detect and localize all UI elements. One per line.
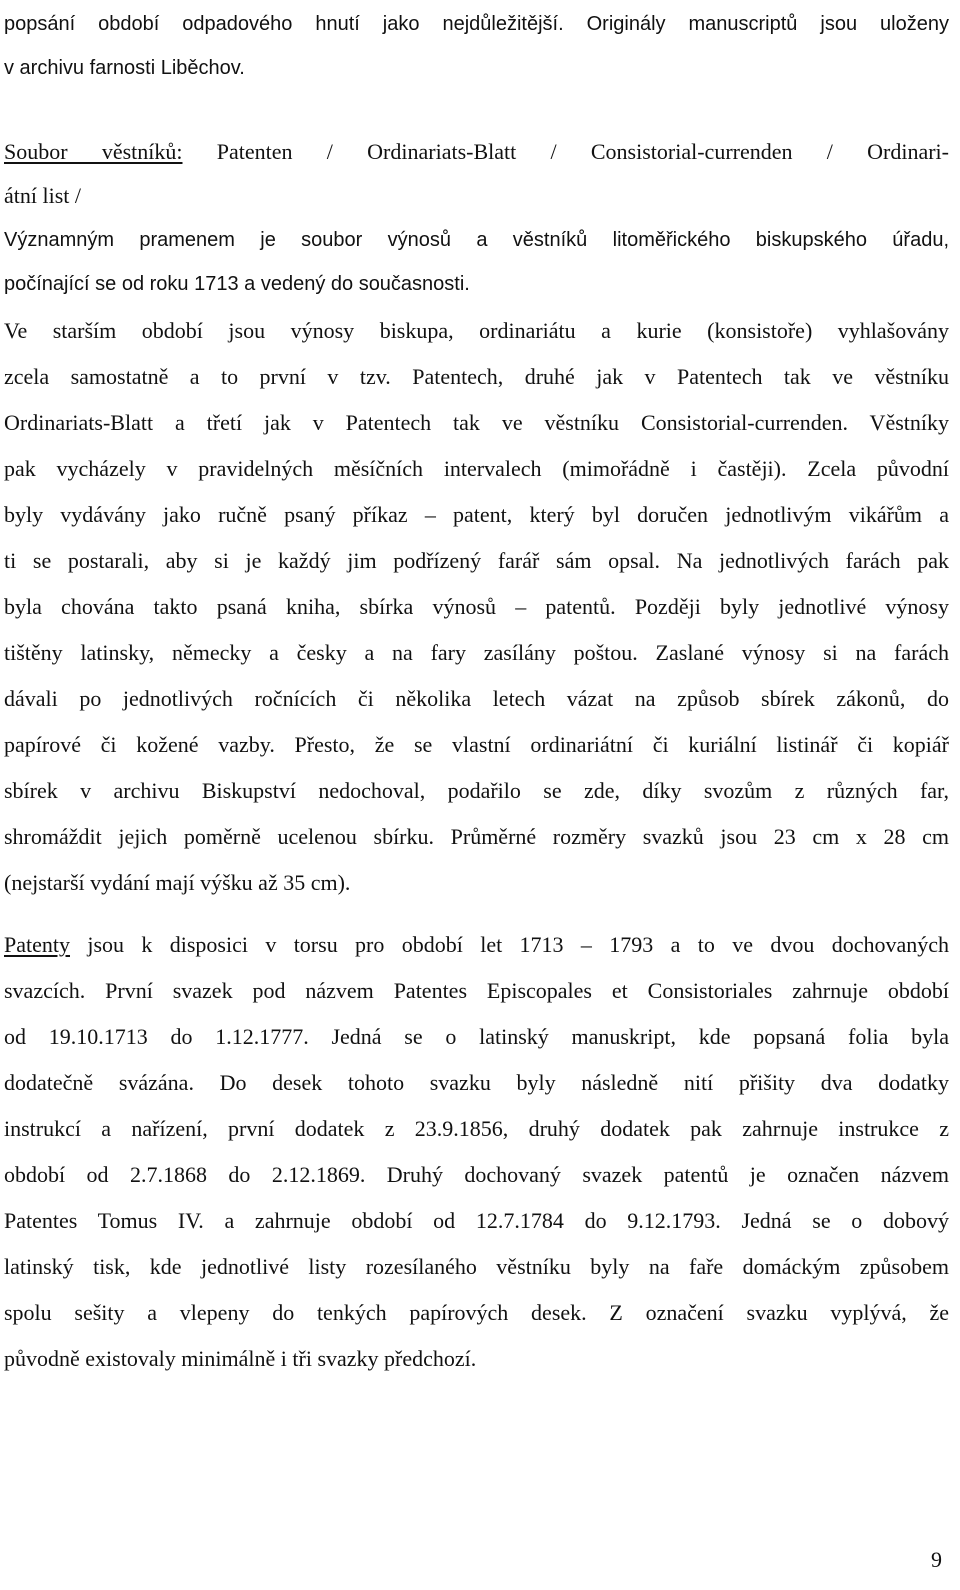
section-heading-line-2: átní list / [4, 183, 81, 208]
paragraph-3-line: období od 2.7.1868 do 2.12.1869. Druhý dochovaný svazek patentů je označen názvem [4, 1162, 949, 1187]
paragraph-3-line: latinský tisk, kde jednotlivé listy rozesílaného věstníku byly na faře domáckým způsobem [4, 1254, 949, 1279]
section-heading-label: Soubor věstníků: [4, 139, 183, 164]
paragraph-1 [4, 218, 949, 306]
paragraph-2-line: Ordinariats-Blatt a třetí jak v Patentech tak ve věstníku Consistorial-currenden. Věstníky [4, 410, 949, 435]
section-heading-rest: Patenten / Ordinariats-Blatt / Consistorial-currenden / Ordinari- [182, 139, 949, 164]
paragraph-3-line: svazcích. První svazek pod názvem Patentes Episcopales et Consistoriales zahrnuje období [4, 978, 949, 1003]
paragraph-3-line-1 [4, 922, 949, 968]
paragraph-2-line: byly vydávány jako ručně psaný příkaz – patent, který byl doručen jednotlivým vikářům a [4, 502, 949, 527]
paragraph-2-line: papírové či kožené vazby. Přesto, že se vlastní ordinariátní či kuriální listinář či kopiář [4, 732, 949, 757]
section-heading [4, 130, 949, 218]
paragraph-3-rest: jsou k disposici v torsu pro období let 1713 – 1793 a to ve dvou dochovaných [70, 932, 949, 957]
intro-paragraph [4, 2, 949, 90]
page-number: 9 [931, 1547, 942, 1572]
intro-line-2: v archivu farnosti Liběchov. [4, 57, 245, 79]
paragraph-2-line: (nejstarší vydání mají výšku až 35 cm). [4, 870, 351, 895]
paragraph-3-line: spolu sešity a vlepeny do tenkých papírových desek. Z označení svazku vyplývá, že [4, 1300, 949, 1325]
paragraph-3 [4, 922, 949, 1382]
intro-line-1: popsání období odpadového hnutí jako nejdůležitější. Originály manuscriptů jsou uloženy [4, 13, 949, 35]
paragraph-2-line: shromáždit jejich poměrně ucelenou sbírku. Průměrné rozměry svazků jsou 23 cm x 28 cm [4, 824, 949, 849]
paragraph-2-line: byla chována takto psaná kniha, sbírka výnosů – patentů. Později byly jednotlivé výnosy [4, 594, 949, 619]
paragraph-2-line: pak vycházely v pravidelných měsíčních intervalech (mimořádně i častěji). Zcela původní [4, 456, 949, 481]
paragraph-2-line: sbírek v archivu Biskupství nedochoval, podařilo se zde, díky svozům z různých far, [4, 778, 949, 803]
paragraph-2-line: dávali po jednotlivých ročnících či několika letech vázat na způsob sbírek zákonů, do [4, 686, 949, 711]
paragraph-2-line: Ve starším období jsou výnosy biskupa, ordinariátu a kurie (konsistoře) vyhlašovány [4, 318, 949, 343]
paragraph-3-label: Patenty [4, 932, 70, 957]
paragraph-2 [4, 308, 949, 906]
section-heading-line-1 [4, 130, 949, 174]
paragraph-3-line: od 19.10.1713 do 1.12.1777. Jedná se o latinský manuskript, kde popsaná folia byla [4, 1024, 949, 1049]
paragraph-2-line: ti se postarali, aby si je každý jim podřízený farář sám opsal. Na jednotlivých farách pak [4, 548, 949, 573]
paragraph-3-line: dodatečně svázána. Do desek tohoto svazku byly následně nití přišity dva dodatky [4, 1070, 949, 1095]
paragraph-1-line-2: počínající se od roku 1713 a vedený do současnosti. [4, 273, 470, 295]
paragraph-1-line-1: Významným pramenem je soubor výnosů a věstníků litoměřického biskupského úřadu, [4, 229, 949, 251]
paragraph-2-line: zcela samostatně a to první v tzv. Patentech, druhé jak v Patentech tak ve věstníku [4, 364, 949, 389]
paragraph-2-line: tištěny latinsky, německy a česky a na fary zasílány poštou. Zaslané výnosy si na farách [4, 640, 949, 665]
paragraph-3-line: instrukcí a nařízení, první dodatek z 23.9.1856, druhý dodatek pak zahrnuje instrukce z [4, 1116, 949, 1141]
paragraph-3-line: Patentes Tomus IV. a zahrnuje období od 12.7.1784 do 9.12.1793. Jedná se o dobový [4, 1208, 949, 1233]
paragraph-3-line: původně existovaly minimálně i tři svazky předchozí. [4, 1346, 477, 1371]
